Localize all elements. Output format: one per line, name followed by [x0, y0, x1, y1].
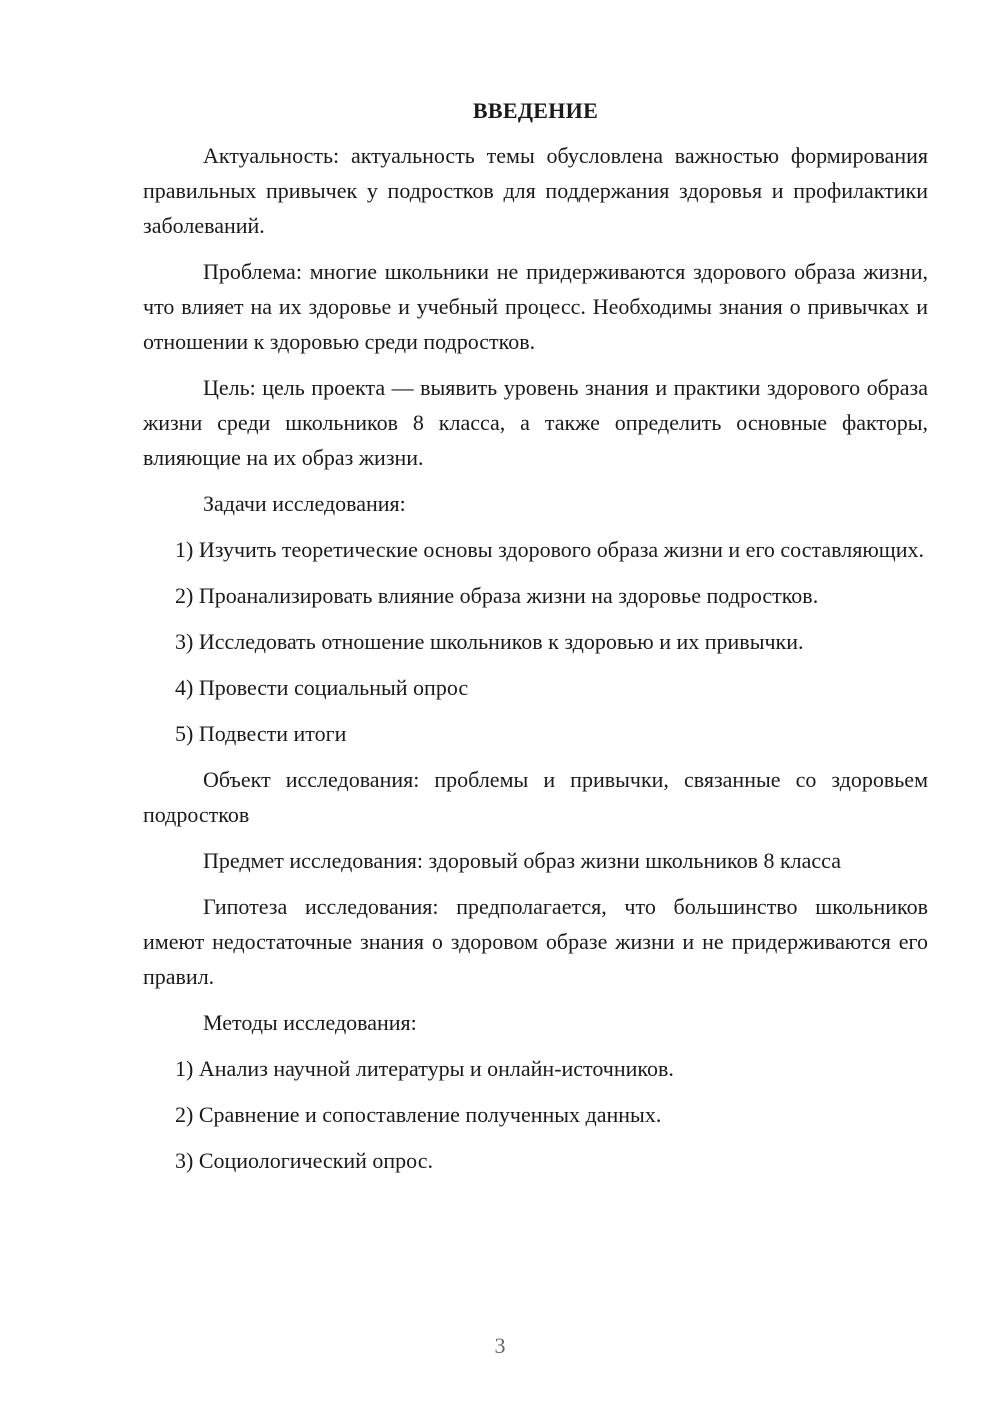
- list-item: 5) Подвести итоги: [175, 721, 347, 746]
- page-number: 3: [494, 1333, 506, 1358]
- list-item: 3) Исследовать отношение школьников к здоровью и их привычки.: [175, 629, 804, 654]
- section-title: ВВЕДЕНИЕ: [472, 98, 599, 123]
- list-item: 2) Проанализировать влияние образа жизни на здоровье подростков.: [175, 583, 819, 608]
- list-item: 1) Анализ научной литературы и онлайн-источников.: [175, 1056, 674, 1081]
- tasks-heading: Задачи исследования:: [203, 491, 406, 516]
- list-item: 2) Сравнение и сопоставление полученных данных.: [175, 1102, 662, 1127]
- goal-paragraph: Цель: цель проекта — выявить уровень знания и практики здорового образа жизни среди школьников 8 класса, а также определить основные факторы, влияющие на их образ жизни.: [143, 375, 928, 470]
- list-item: 1) Изучить теоретические основы здорового образа жизни и его составляющих.: [175, 537, 924, 562]
- list-item: 3) Социологический опрос.: [175, 1148, 433, 1173]
- object-paragraph: Объект исследования: проблемы и привычки, связанные со здоровьем подростков: [143, 767, 928, 827]
- methods-list: [143, 1051, 928, 1178]
- page-content: [143, 96, 928, 1189]
- methods-heading: Методы исследования:: [203, 1010, 417, 1035]
- relevance-paragraph: Актуальность: актуальность темы обусловлена важностью формирования правильных привычек у подростков для поддержания здоровья и профилактики заболеваний.: [143, 143, 928, 238]
- list-item: 4) Провести социальный опрос: [175, 675, 469, 700]
- problem-paragraph: Проблема: многие школьники не придерживаются здорового образа жизни, что влияет на их здоровье и учебный процесс. Необходимы знания о привычках и отношении к здоровью среди подростков.: [143, 259, 928, 354]
- tasks-list: [143, 532, 928, 751]
- subject-paragraph: Предмет исследования: здоровый образ жизни школьников 8 класса: [203, 848, 841, 873]
- hypothesis-paragraph: Гипотеза исследования: предполагается, что большинство школьников имеют недостаточные знания о здоровом образе жизни и не придерживаются его правил.: [143, 894, 928, 989]
